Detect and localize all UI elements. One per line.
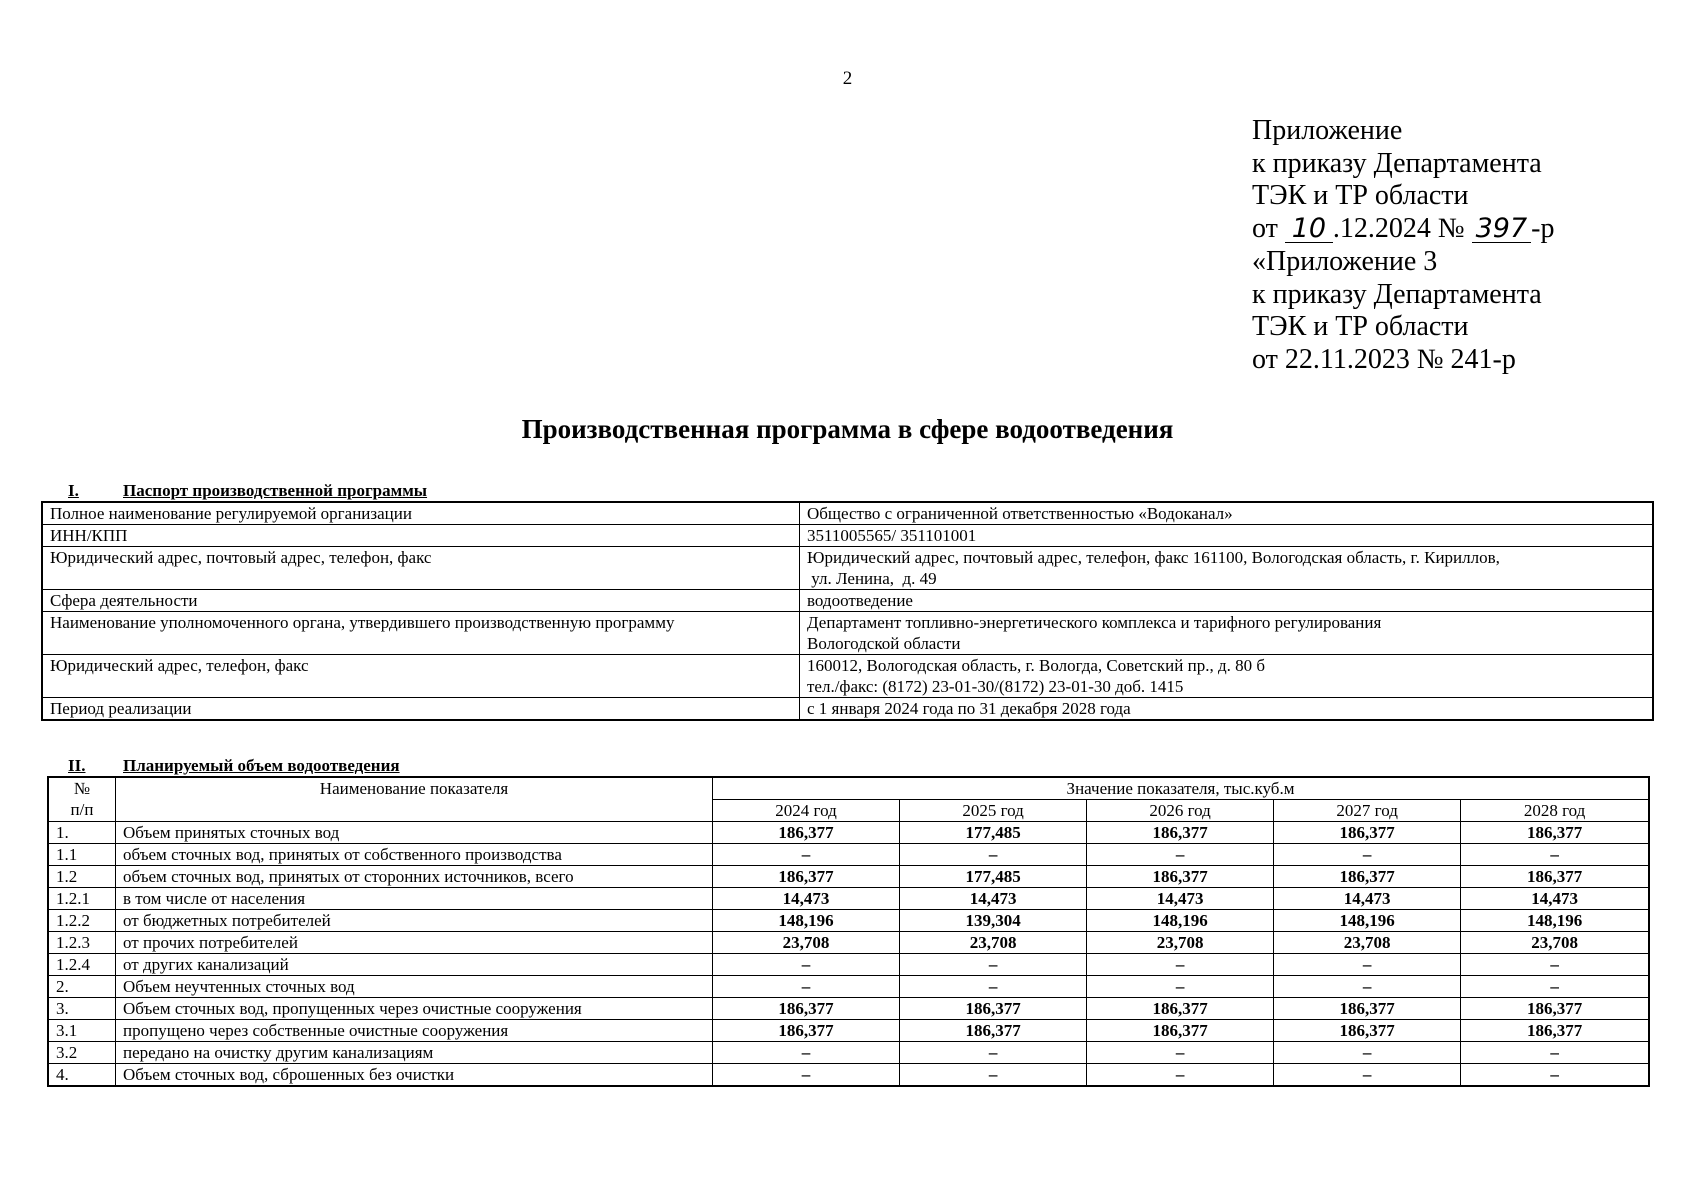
value-cell: 186,377	[713, 998, 900, 1020]
value-cell: 14,473	[1274, 888, 1461, 910]
passport-row	[42, 655, 1653, 698]
approval-line: «Приложение 3	[1252, 245, 1438, 277]
year-header: 2027 год	[1274, 800, 1461, 822]
value-cell: 186,377	[900, 1020, 1087, 1042]
value-cell: 23,708	[713, 932, 900, 954]
table-row	[48, 932, 1649, 954]
column-header-values: Значение показателя, тыс.куб.м	[713, 777, 1650, 800]
passport-label: Полное наименование регулируемой организации	[42, 502, 800, 525]
approval-line: ТЭК и ТР области	[1252, 311, 1469, 343]
value-cell: 186,377	[1274, 998, 1461, 1020]
passport-row	[42, 502, 1653, 525]
passport-row	[42, 590, 1653, 612]
row-number: 2.	[48, 976, 116, 998]
value-cell: –	[900, 954, 1087, 976]
indicator-name: в том числе от населения	[116, 888, 713, 910]
value-cell: 186,377	[1087, 822, 1274, 844]
value-cell: 23,708	[1087, 932, 1274, 954]
indicator-name: от других канализаций	[116, 954, 713, 976]
indicator-name: объем сточных вод, принятых от собственного производства	[116, 844, 713, 866]
passport-label: Сфера деятельности	[42, 590, 800, 612]
passport-value: Общество с ограниченной ответственностью «Водоканал»	[800, 502, 1654, 525]
value-cell: 186,377	[713, 822, 900, 844]
passport-table	[41, 501, 1654, 721]
handwritten-order-number: 397	[1472, 215, 1532, 243]
value-cell: 148,196	[713, 910, 900, 932]
value-cell: 148,196	[1461, 910, 1649, 932]
year-header: 2025 год	[900, 800, 1087, 822]
value-cell: –	[713, 1042, 900, 1064]
value-cell: 148,196	[1087, 910, 1274, 932]
passport-value: Департамент топливно-энергетического комплекса и тарифного регулирования Вологодской области	[800, 612, 1654, 655]
approval-line: к приказу Департамента	[1252, 147, 1542, 179]
value-cell: 186,377	[1087, 998, 1274, 1020]
indicator-name: от прочих потребителей	[116, 932, 713, 954]
value-cell: 186,377	[1087, 1020, 1274, 1042]
value-cell: 186,377	[1461, 822, 1649, 844]
approval-line: ТЭК и ТР области	[1252, 180, 1469, 212]
order-prefix: от	[1252, 213, 1278, 245]
passport-value: водоотведение	[800, 590, 1654, 612]
table-row	[48, 1064, 1649, 1087]
row-number: 4.	[48, 1064, 116, 1087]
approval-line: к приказу Департамента	[1252, 278, 1542, 310]
passport-row	[42, 612, 1653, 655]
passport-row	[42, 525, 1653, 547]
row-number: 1.2.4	[48, 954, 116, 976]
value-cell: –	[713, 1064, 900, 1087]
value-cell: –	[1274, 976, 1461, 998]
value-cell: –	[900, 844, 1087, 866]
value-cell: –	[1461, 844, 1649, 866]
indicator-name: Объем неучтенных сточных вод	[116, 976, 713, 998]
year-header: 2024 год	[713, 800, 900, 822]
table-row	[48, 910, 1649, 932]
column-header-number: № п/п	[48, 777, 116, 822]
year-header: 2026 год	[1087, 800, 1274, 822]
column-header-name: Наименование показателя	[116, 777, 713, 822]
value-cell: –	[713, 844, 900, 866]
value-cell: 186,377	[713, 866, 900, 888]
table-row	[48, 976, 1649, 998]
passport-value: с 1 января 2024 года по 31 декабря 2028 года	[800, 698, 1654, 721]
passport-row	[42, 547, 1653, 590]
value-cell: –	[713, 954, 900, 976]
row-number: 3.2	[48, 1042, 116, 1064]
value-cell: –	[1274, 954, 1461, 976]
indicator-name: передано на очистку другим канализациям	[116, 1042, 713, 1064]
value-cell: –	[1087, 1064, 1274, 1087]
value-cell: 186,377	[1087, 866, 1274, 888]
passport-label: Юридический адрес, почтовый адрес, телефон, факс	[42, 547, 800, 590]
value-cell: 23,708	[900, 932, 1087, 954]
row-number: 1.2	[48, 866, 116, 888]
table-row	[48, 998, 1649, 1020]
passport-label: Период реализации	[42, 698, 800, 721]
value-cell: 186,377	[900, 998, 1087, 1020]
value-cell: –	[1087, 844, 1274, 866]
value-cell: 14,473	[1461, 888, 1649, 910]
value-cell: –	[1461, 1064, 1649, 1087]
row-number: 1.2.2	[48, 910, 116, 932]
value-cell: –	[900, 1042, 1087, 1064]
indicator-name: объем сточных вод, принятых от сторонних источников, всего	[116, 866, 713, 888]
value-cell: 148,196	[1274, 910, 1461, 932]
passport-label: Юридический адрес, телефон, факс	[42, 655, 800, 698]
value-cell: –	[1274, 844, 1461, 866]
passport-value: Юридический адрес, почтовый адрес, телефон, факс 161100, Вологодская область, г. Кириллов, ул. Ленина, д. 49	[800, 547, 1654, 590]
approval-line: Приложение	[1252, 115, 1403, 146]
section-title: Планируемый объем водоотведения	[123, 756, 400, 775]
year-header: 2028 год	[1461, 800, 1649, 822]
indicator-name: Объем сточных вод, сброшенных без очистки	[116, 1064, 713, 1087]
handwritten-day: 10	[1285, 215, 1333, 243]
value-cell: 186,377	[1274, 866, 1461, 888]
value-cell: –	[1087, 954, 1274, 976]
value-cell: –	[1274, 1042, 1461, 1064]
value-cell: 14,473	[1087, 888, 1274, 910]
value-cell: –	[900, 976, 1087, 998]
table-row	[48, 844, 1649, 866]
approval-order-line	[1252, 213, 1554, 246]
approval-block	[1252, 115, 1554, 377]
table-row	[48, 866, 1649, 888]
section-number: I.	[68, 481, 79, 500]
page-number: 2	[842, 68, 853, 89]
passport-label: ИНН/КПП	[42, 525, 800, 547]
value-cell: 23,708	[1274, 932, 1461, 954]
value-cell: –	[1087, 976, 1274, 998]
indicator-name: от бюджетных потребителей	[116, 910, 713, 932]
indicator-name: Объем принятых сточных вод	[116, 822, 713, 844]
passport-value: 3511005565/ 351101001	[800, 525, 1654, 547]
value-cell: 186,377	[1461, 998, 1649, 1020]
value-cell: 14,473	[713, 888, 900, 910]
section-2-heading	[68, 756, 400, 776]
value-cell: 23,708	[1461, 932, 1649, 954]
value-cell: –	[900, 1064, 1087, 1087]
value-cell: 186,377	[1274, 1020, 1461, 1042]
row-number: 1.2.3	[48, 932, 116, 954]
indicator-name: пропущено через собственные очистные сооружения	[116, 1020, 713, 1042]
value-cell: 186,377	[1274, 822, 1461, 844]
table-row	[48, 1020, 1649, 1042]
value-cell: –	[1461, 1042, 1649, 1064]
passport-row	[42, 698, 1653, 721]
row-number: 3.	[48, 998, 116, 1020]
volumes-table	[47, 776, 1650, 1087]
value-cell: 186,377	[1461, 866, 1649, 888]
table-row	[48, 822, 1649, 844]
order-date: .12.2024 №	[1332, 213, 1465, 245]
value-cell: –	[1461, 976, 1649, 998]
value-cell: –	[1461, 954, 1649, 976]
table-row	[48, 1042, 1649, 1064]
section-1-heading	[68, 481, 427, 501]
value-cell: 177,485	[900, 822, 1087, 844]
document-title: Производственная программа в сфере водоотведения	[521, 414, 1174, 444]
indicator-name: Объем сточных вод, пропущенных через очистные сооружения	[116, 998, 713, 1020]
value-cell: –	[1274, 1064, 1461, 1087]
approval-line: от 22.11.2023 № 241-р	[1252, 343, 1516, 375]
row-number: 1.2.1	[48, 888, 116, 910]
table-row	[48, 954, 1649, 976]
row-number: 3.1	[48, 1020, 116, 1042]
passport-label: Наименование уполномоченного органа, утвердившего производственную программу	[42, 612, 800, 655]
value-cell: 186,377	[713, 1020, 900, 1042]
value-cell: 177,485	[900, 866, 1087, 888]
value-cell: –	[713, 976, 900, 998]
value-cell: 14,473	[900, 888, 1087, 910]
passport-value: 160012, Вологодская область, г. Вологда, Советский пр., д. 80 б тел./факс: (8172) 23-01-30/(8172) 23-01-30 доб. 1415	[800, 655, 1654, 698]
order-suffix: -р	[1531, 213, 1555, 245]
row-number: 1.1	[48, 844, 116, 866]
section-title: Паспорт производственной программы	[123, 481, 428, 500]
section-number: II.	[68, 756, 86, 775]
value-cell: 186,377	[1461, 1020, 1649, 1042]
table-row	[48, 888, 1649, 910]
value-cell: –	[1087, 1042, 1274, 1064]
row-number: 1.	[48, 822, 116, 844]
value-cell: 139,304	[900, 910, 1087, 932]
